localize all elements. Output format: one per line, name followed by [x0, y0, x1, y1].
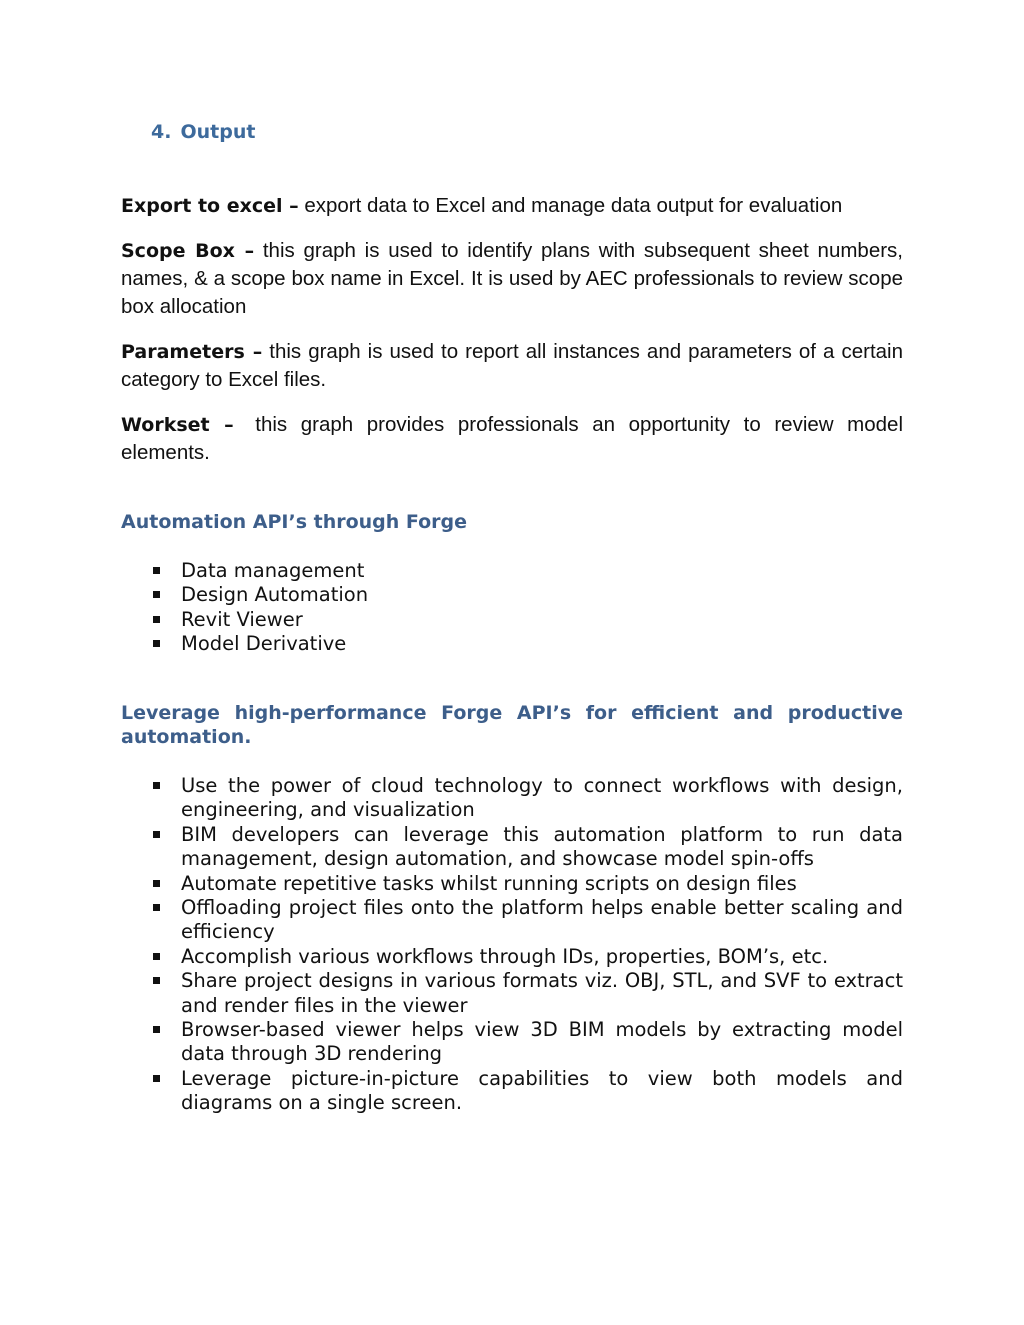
- list-item: Automate repetitive tasks whilst running scripts on design files: [121, 872, 903, 896]
- bullet-square-icon: [153, 904, 160, 911]
- paragraph-label: Parameters –: [121, 341, 263, 363]
- output-heading: [151, 121, 255, 143]
- workset-paragraph: [121, 411, 903, 467]
- leverage-list: [121, 774, 903, 1116]
- automation-list: [121, 559, 903, 657]
- output-heading-title: Output: [180, 121, 256, 143]
- list-item: Offloading project files onto the platform helps enable better scaling and efficiency: [121, 896, 903, 945]
- list-item: Design Automation: [121, 583, 903, 607]
- output-heading-number: 4.: [151, 121, 172, 143]
- bullet-square-icon: [153, 1026, 160, 1033]
- paragraph-text: this graph is used to report all instances and parameters of a certain category to Excel files.: [121, 340, 903, 391]
- bullet-square-icon: [153, 953, 160, 960]
- list-item: Leverage picture-in-picture capabilities to view both models and diagrams on a single screen.: [121, 1067, 903, 1116]
- bullet-square-icon: [153, 880, 160, 887]
- export-to-excel-paragraph: [121, 192, 903, 220]
- list-item: Use the power of cloud technology to connect workflows with design, engineering, and visualization: [121, 774, 903, 823]
- scope-box-paragraph: [121, 237, 903, 321]
- list-item: Accomplish various workflows through IDs, properties, BOM’s, etc.: [121, 945, 903, 969]
- list-item: Data management: [121, 559, 903, 583]
- automation-heading: Automation API’s through Forge: [121, 511, 468, 533]
- bullet-square-icon: [153, 640, 160, 647]
- bullet-square-icon: [153, 831, 160, 838]
- paragraph-text: this graph provides professionals an opportunity to review model elements.: [121, 413, 904, 464]
- bullet-square-icon: [153, 567, 160, 574]
- bullet-square-icon: [153, 591, 160, 598]
- parameters-paragraph: [121, 338, 903, 394]
- bullet-square-icon: [153, 977, 160, 984]
- list-item: Revit Viewer: [121, 608, 903, 632]
- bullet-square-icon: [153, 782, 160, 789]
- leverage-heading: Leverage high-performance Forge API’s for efficient and productive automation.: [121, 702, 903, 748]
- list-item: Browser-based viewer helps view 3D BIM models by extracting model data through 3D rendering: [121, 1018, 903, 1067]
- bullet-square-icon: [153, 1075, 160, 1082]
- paragraph-text: this graph is used to identify plans with subsequent sheet numbers, names, & a scope box name in Excel. It is used by AEC professionals to review scope box allocation: [121, 239, 903, 318]
- paragraph-label: Workset –: [121, 414, 234, 436]
- paragraph-text: export data to Excel and manage data output for evaluation: [304, 194, 843, 217]
- paragraph-label: Scope Box –: [121, 240, 255, 262]
- list-item: Model Derivative: [121, 632, 903, 656]
- list-item: Share project designs in various formats viz. OBJ, STL, and SVF to extract and render files in the viewer: [121, 969, 903, 1018]
- list-item: BIM developers can leverage this automation platform to run data management, design automation, and showcase model spin-offs: [121, 823, 903, 872]
- paragraph-label: Export to excel –: [121, 195, 299, 217]
- bullet-square-icon: [153, 616, 160, 623]
